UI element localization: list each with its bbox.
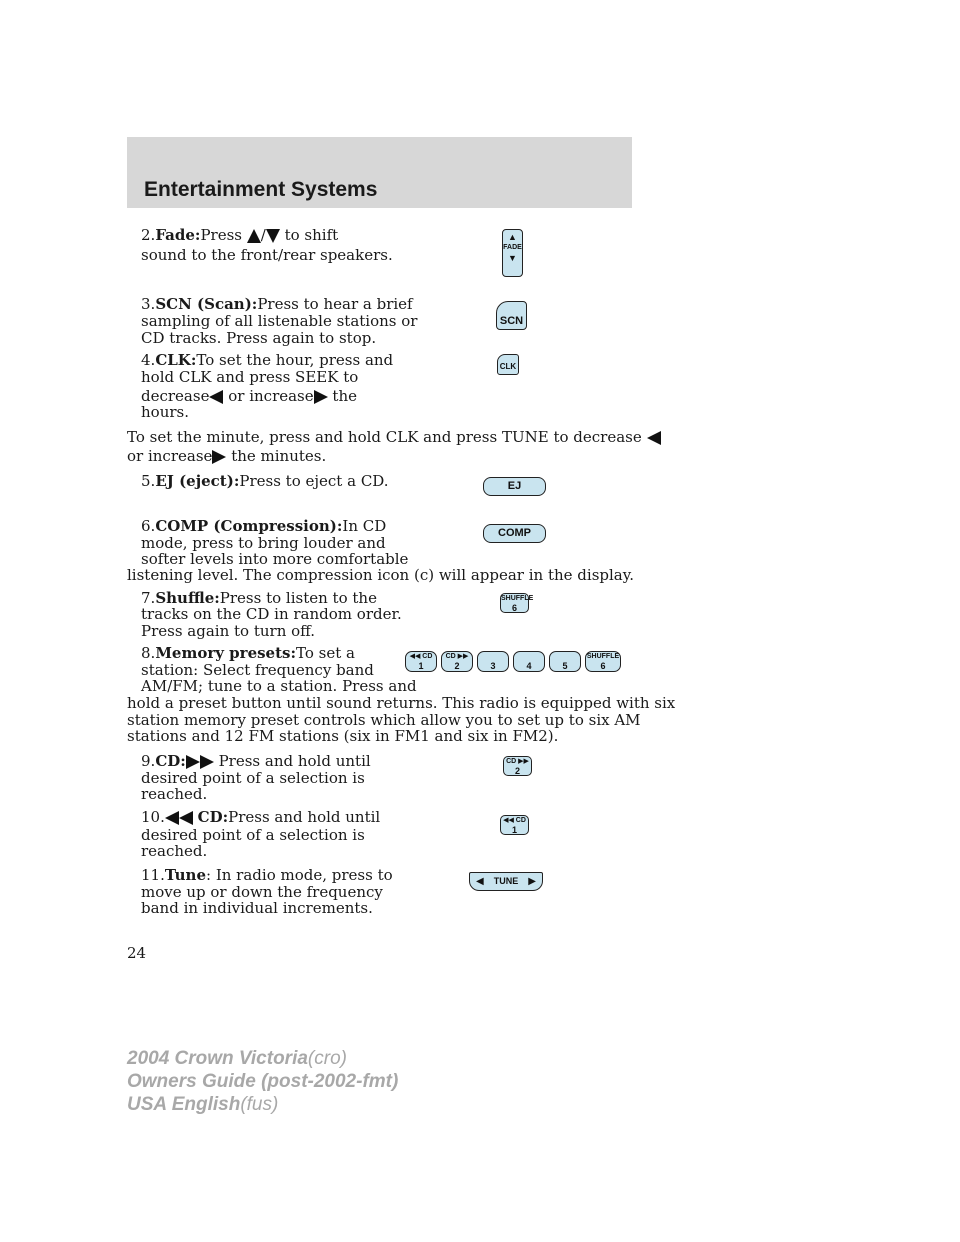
fade-down-icon: ▼ xyxy=(508,253,517,263)
presets-line-2: station: Select frequency band xyxy=(141,661,374,679)
tune-button[interactable]: ◀ TUNE ▶ xyxy=(469,872,543,891)
clk-line-1: 4.CLK:To set the hour, press and xyxy=(141,351,394,369)
down-arrow-icon xyxy=(266,229,280,243)
preset-button-4[interactable]: 4 xyxy=(513,651,545,672)
minute-line-2: or increase the minutes. xyxy=(127,447,327,465)
presets-line-3: AM/FM; tune to a station. Press and xyxy=(141,677,417,695)
scan-line-3: CD tracks. Press again to stop. xyxy=(141,329,377,347)
shuffle-button[interactable]: SHUFFLE 6 xyxy=(501,595,534,613)
comp-line-1: 6.COMP (Compression):In CD xyxy=(141,517,387,535)
fast-forward-icon xyxy=(200,755,214,769)
shuffle-line-1: 7.Shuffle:Press to listen to the xyxy=(141,589,377,607)
preset-button-3[interactable]: 3 xyxy=(477,651,509,672)
cdff-line-1: 9.CD: Press and hold until xyxy=(141,752,371,770)
page-number: 24 xyxy=(127,944,147,962)
preset-button-2[interactable]: CD ▶▶ 2 xyxy=(441,651,473,672)
comp-line-4: listening level. The compression icon (c) will appear in the display. xyxy=(127,566,634,584)
fade-up-icon: ▲ xyxy=(508,232,517,242)
scan-line-1: 3.SCN (Scan):Press to hear a brief xyxy=(141,295,413,313)
comp-line-3: softer levels into more comfortable xyxy=(141,550,409,568)
clk-line-2: hold CLK and press SEEK to xyxy=(141,368,359,386)
fast-forward-icon xyxy=(186,755,200,769)
clk-button[interactable]: CLK xyxy=(497,354,519,375)
clk-line-4: hours. xyxy=(141,403,189,421)
presets-line-5: station memory preset controls which allow you to set up to six AM xyxy=(127,711,641,729)
tune-down-icon: ◀ xyxy=(476,876,484,887)
tune-line-2: move up or down the frequency xyxy=(141,883,383,901)
cdrw-line-3: reached. xyxy=(141,842,208,860)
cd-forward-button[interactable]: CD ▶▶ 2 xyxy=(503,756,532,776)
fade-line-1: 2.Fade:Press / to shift xyxy=(141,226,339,244)
rewind-icon xyxy=(179,811,193,825)
left-arrow-icon xyxy=(209,390,223,404)
preset-button-1[interactable]: ◀◀ CD 1 xyxy=(405,651,437,672)
preset-button-6[interactable]: SHUFFLE 6 xyxy=(586,653,620,671)
shuffle-line-3: Press again to turn off. xyxy=(141,622,316,640)
tune-line-1: 11.Tune: In radio mode, press to xyxy=(141,866,393,884)
scan-line-2: sampling of all listenable stations or xyxy=(141,312,418,330)
scan-button[interactable]: SCN xyxy=(496,301,527,330)
cdrw-line-2: desired point of a selection is xyxy=(141,826,365,844)
presets-line-4: hold a preset button until sound returns. This radio is equipped with six xyxy=(127,694,676,712)
minute-line-1: To set the minute, press and hold CLK and press TUNE to decrease xyxy=(127,429,661,446)
tune-line-3: band in individual increments. xyxy=(141,899,373,917)
footer-line-2: Owners Guide (post-2002-fmt) xyxy=(127,1071,399,1092)
fade-button[interactable]: ▲ FADE ▼ xyxy=(502,229,523,277)
comp-button[interactable]: COMP xyxy=(483,524,546,543)
right-arrow-icon xyxy=(314,390,328,404)
comp-line-2: mode, press to bring louder and xyxy=(141,534,386,552)
cdff-line-2: desired point of a selection is xyxy=(141,769,365,787)
up-arrow-icon xyxy=(247,229,261,243)
footer-line-1: 2004 Crown Victoria(cro) xyxy=(127,1048,347,1069)
presets-line-1: 8.Memory presets:To set a xyxy=(141,644,355,662)
shuffle-line-2: tracks on the CD in random order. xyxy=(141,605,402,623)
clk-line-3: decrease or increase the xyxy=(141,387,357,405)
cdrw-line-1: 10. CD:Press and hold until xyxy=(141,808,381,826)
cdff-line-3: reached. xyxy=(141,785,208,803)
presets-line-6: stations and 12 FM stations (six in FM1 and six in FM2). xyxy=(127,727,559,745)
footer-line-3: USA English(fus) xyxy=(127,1094,279,1115)
preset-button-5[interactable]: 5 xyxy=(549,651,581,672)
rewind-icon xyxy=(165,811,179,825)
right-arrow-icon xyxy=(212,450,226,464)
left-arrow-icon xyxy=(647,431,661,445)
section-header xyxy=(127,137,632,208)
section-title: Entertainment Systems xyxy=(144,178,378,201)
eject-button[interactable]: EJ xyxy=(483,477,546,496)
tune-up-icon: ▶ xyxy=(528,876,536,887)
fade-line-2: sound to the front/rear speakers. xyxy=(141,246,393,264)
cd-rewind-button[interactable]: ◀◀ CD 1 xyxy=(500,815,529,835)
eject-line-1: 5.EJ (eject):Press to eject a CD. xyxy=(141,472,389,490)
